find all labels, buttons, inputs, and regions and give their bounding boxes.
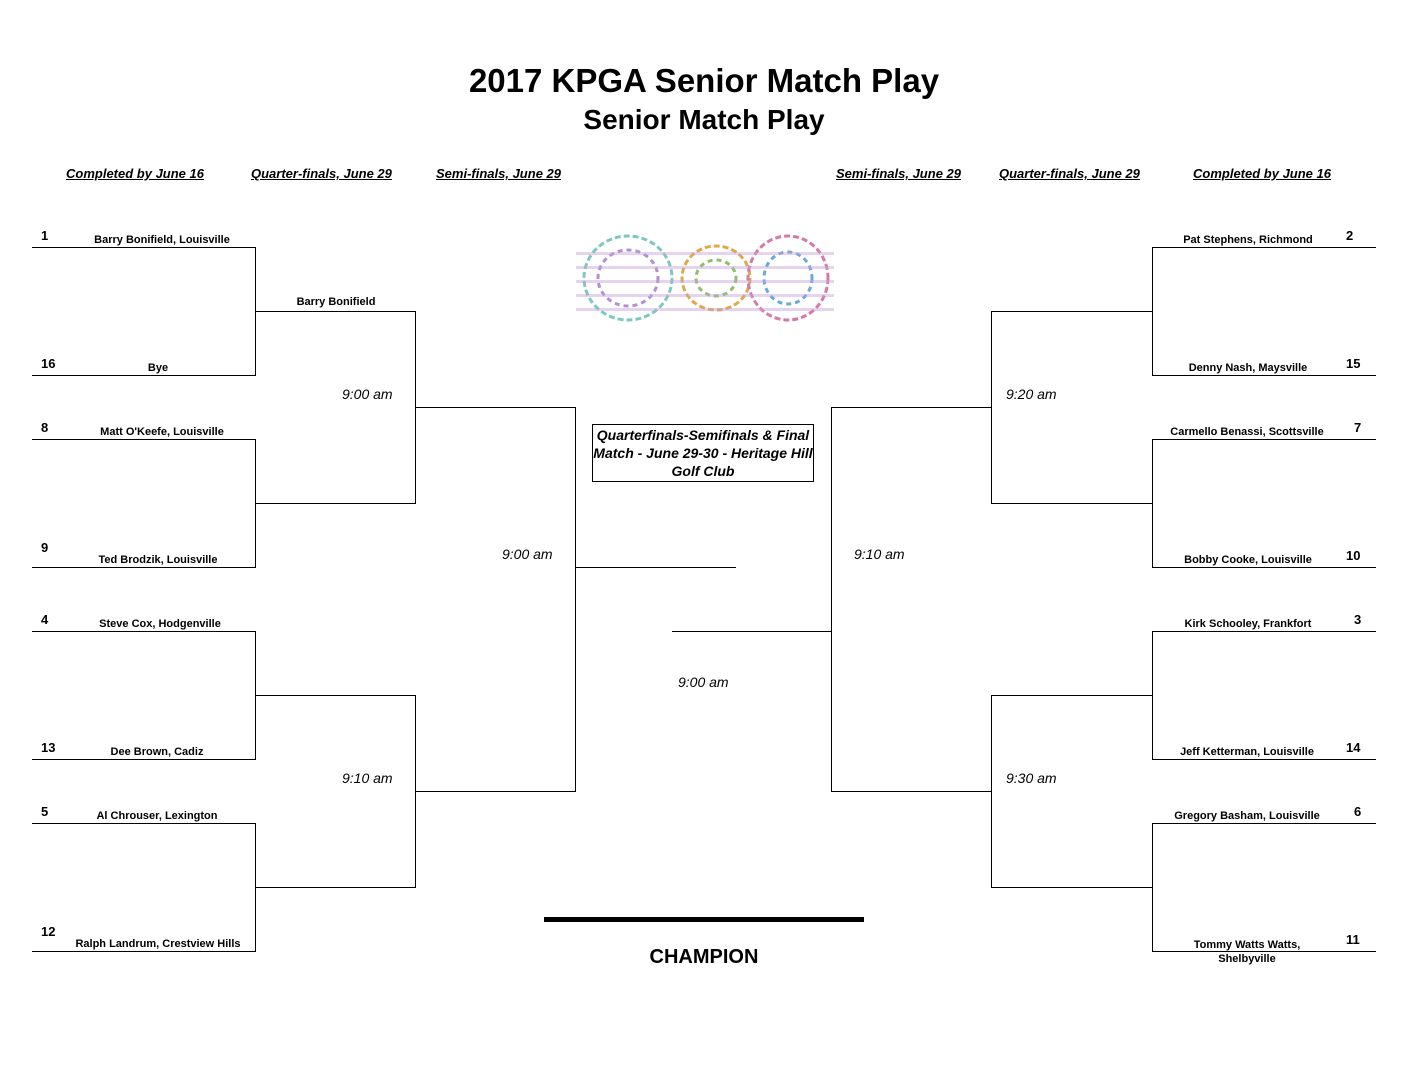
time-right-final: 9:10 am: [854, 546, 905, 562]
champion-label: CHAMPION: [649, 946, 759, 968]
player-left-7: Al Chrouser, Lexington: [96, 810, 218, 822]
seed-right-7: 6: [1354, 804, 1362, 819]
header-left-round1: Completed by June 16: [66, 166, 204, 181]
seed-left-6: 13: [41, 740, 56, 755]
header-right-round1: Completed by June 16: [1193, 166, 1331, 181]
venue-info-box: Quarterfinals-Semifinals & Final Match - June 29-30 - Heritage Hill Golf Club: [592, 424, 814, 482]
time-left-sf-2: 9:10 am: [342, 770, 393, 786]
seed-right-6: 14: [1346, 740, 1361, 755]
seed-right-3: 7: [1354, 420, 1362, 435]
player-right-4: Bobby Cooke, Louisville: [1184, 554, 1312, 566]
seed-left-1: 1: [41, 228, 49, 243]
seed-right-4: 10: [1346, 548, 1361, 563]
player-right-5: Kirk Schooley, Frankfort: [1184, 618, 1312, 630]
seed-left-5: 4: [41, 612, 49, 627]
champion-line: [544, 917, 864, 922]
kpga-logo: [576, 230, 834, 326]
seed-right-1: 2: [1346, 228, 1354, 243]
player-left-1: Barry Bonifield, Louisville: [94, 234, 230, 246]
player-right-6: Jeff Ketterman, Louisville: [1180, 746, 1314, 758]
player-left-4: Ted Brodzik, Louisville: [98, 554, 218, 566]
header-right-quarterfinals: Quarter-finals, June 29: [999, 166, 1140, 181]
player-right-1: Pat Stephens, Richmond: [1183, 234, 1313, 246]
seed-right-5: 3: [1354, 612, 1362, 627]
page-title: 2017 KPGA Senior Match Play: [468, 62, 940, 99]
player-right-2: Denny Nash, Maysville: [1188, 362, 1308, 374]
seed-left-7: 5: [41, 804, 49, 819]
time-championship: 9:00 am: [678, 674, 729, 690]
header-left-semifinals: Semi-finals, June 29: [436, 166, 561, 181]
player-left-5: Steve Cox, Hodgenville: [99, 618, 221, 630]
seed-left-8: 12: [41, 924, 56, 939]
time-right-sf-1: 9:20 am: [1006, 386, 1057, 402]
header-right-semifinals: Semi-finals, June 29: [836, 166, 961, 181]
player-left-3: Matt O'Keefe, Louisville: [100, 426, 224, 438]
player-left-2: Bye: [147, 362, 169, 374]
header-left-quarterfinals: Quarter-finals, June 29: [251, 166, 392, 181]
qf-winner-left-1: Barry Bonifield: [296, 296, 376, 308]
seed-left-2: 16: [41, 356, 56, 371]
time-left-final: 9:00 am: [502, 546, 553, 562]
time-right-sf-2: 9:30 am: [1006, 770, 1057, 786]
seed-right-2: 15: [1346, 356, 1361, 371]
player-left-6: Dee Brown, Cadiz: [110, 746, 204, 758]
time-left-sf-1: 9:00 am: [342, 386, 393, 402]
seed-right-8: 11: [1346, 932, 1360, 947]
seed-left-4: 9: [41, 540, 49, 555]
page-subtitle: Senior Match Play: [583, 104, 825, 135]
player-right-3: Carmello Benassi, Scottsville: [1170, 426, 1324, 438]
player-right-8: Tommy Watts Watts, Shelbyville: [1193, 939, 1301, 965]
player-right-7: Gregory Basham, Louisville: [1174, 810, 1320, 822]
player-left-8: Ralph Landrum, Crestview Hills: [75, 938, 241, 950]
seed-left-3: 8: [41, 420, 49, 435]
